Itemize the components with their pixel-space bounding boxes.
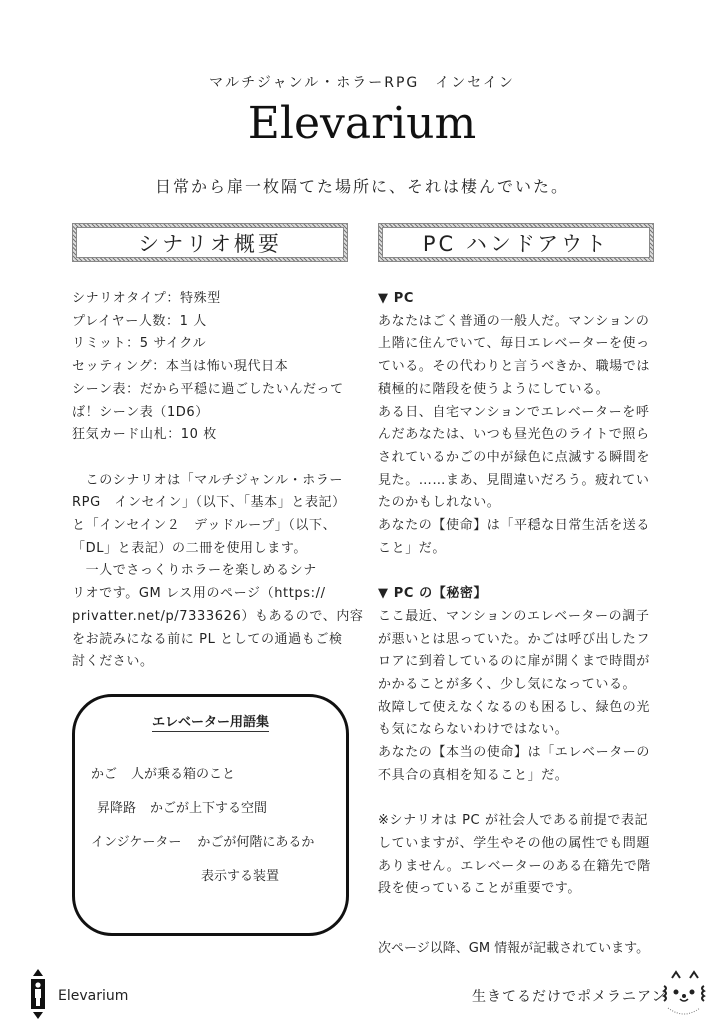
glossary-box bbox=[72, 694, 349, 936]
info-line: シーン表：だから平穏に過ごしたいんだって bbox=[72, 381, 344, 397]
footer-title: Elevarium bbox=[58, 988, 129, 1004]
description bbox=[72, 470, 364, 674]
glossary-desc: かごが上下する空間 bbox=[150, 801, 268, 816]
glossary-desc: 表示する装置 bbox=[201, 869, 280, 884]
pc-line: んだあなたは、いつも昼光色のライトで照ら bbox=[378, 427, 650, 443]
info-line: リミット：5 サイクル bbox=[72, 336, 207, 352]
footnote: 次ページ以降、GM 情報が記載されています。 bbox=[378, 941, 650, 956]
info-list bbox=[72, 288, 364, 447]
info-line: シナリオタイプ：特殊型 bbox=[72, 291, 221, 306]
glossary-term: インジケーター bbox=[91, 835, 182, 850]
info-line: ば！シーン表（1D6） bbox=[72, 404, 209, 420]
tagline: 日常から扉一枚隔てた場所に、それは棲んでいた。 bbox=[154, 177, 569, 196]
desc-line: をお読みになる前に PL としての通過もご検 bbox=[72, 631, 343, 647]
info-line: プレイヤー人数：1 人 bbox=[72, 313, 207, 329]
secret-line: 故障して使えなくなるのも困るし、緑色の光 bbox=[378, 699, 651, 715]
secret-line: も気にならないわけではない。 bbox=[378, 722, 569, 738]
secret-line: が悪いとは思っていた。かごは呼び出したフ bbox=[378, 631, 651, 647]
desc-line: このシナリオは「マルチジャンル・ホラー bbox=[72, 472, 344, 488]
section-heading-pc-handout: PC ハンドアウト bbox=[379, 224, 653, 261]
page-title: Elevarium bbox=[247, 98, 477, 149]
pc-line: 積極的に階段を使うようにしている。 bbox=[378, 381, 610, 397]
desc-line: と「インセイン２ デッドループ」（以下、 bbox=[72, 518, 337, 534]
desc-line: RPG インセイン」（以下、「基本」と表記） bbox=[72, 495, 346, 511]
glossary-title: エレベーター用語集 bbox=[151, 715, 269, 730]
secret-heading: ▼ PC の【秘密】 bbox=[378, 586, 488, 602]
glossary-entry bbox=[91, 831, 314, 850]
desc-line: リオです。GM レス用のページ（https:// bbox=[72, 586, 326, 602]
info-line: セッティング：本当は怖い現代日本 bbox=[72, 359, 289, 375]
secret-line: 不具合の真相を知ること」だ。 bbox=[378, 767, 569, 783]
desc-line: privatter.net/p/7333626）もあるので、内容 bbox=[72, 608, 364, 624]
pomeranian-logo-icon bbox=[656, 968, 712, 1022]
pc-line: たのかもしれない。 bbox=[378, 495, 501, 511]
pc-handout bbox=[378, 288, 651, 901]
glossary-term: 昇降路 bbox=[97, 801, 137, 816]
secret-line: かかることが多く、少し気になっている。 bbox=[378, 676, 637, 692]
circle-name: 生きてるだけでポメラニアン bbox=[472, 989, 667, 1005]
desc-line: 一人でさっくりホラーを楽しめるシナ bbox=[72, 563, 317, 579]
desc-line: 討ください。 bbox=[72, 654, 154, 670]
secret-line: ここ最近、マンションのエレベーターの調子 bbox=[378, 608, 650, 624]
pc-line: 見た。……まあ、見間違いだろう。疲れてい bbox=[378, 472, 650, 488]
pc-line: ている。その代わりと言うべきか、職場では bbox=[378, 359, 651, 375]
glossary-desc: 人が乗る箱のこと bbox=[131, 767, 236, 782]
pc-line: ある日、自宅マンションでエレベーターを呼 bbox=[378, 404, 650, 420]
glossary-entry bbox=[91, 763, 235, 782]
elevator-logo-icon bbox=[28, 968, 48, 1020]
glossary-entry bbox=[201, 865, 279, 884]
secret-line: ロアに到着しているのに扉が開くまで時間が bbox=[378, 654, 651, 670]
desc-line: 「DL」と表記）の二冊を使用します。 bbox=[72, 540, 308, 556]
scenario-overview bbox=[72, 288, 364, 674]
pc-line: あなたの【使命】は「平穏な日常生活を送る bbox=[378, 518, 651, 534]
note-line: していますが、学生やその他の属性でも問題 bbox=[378, 835, 651, 851]
pc-heading: ▼ PC bbox=[378, 291, 414, 306]
note-line: 段を使っていることが重要です。 bbox=[378, 881, 581, 897]
note-line: ありません。エレベーターのある在籍先で階 bbox=[378, 858, 651, 874]
glossary-entry bbox=[97, 797, 267, 816]
pc-line: あなたはごく普通の一般人だ。マンションの bbox=[378, 313, 650, 329]
info-line: 狂気カード山札：10 枚 bbox=[72, 427, 217, 443]
glossary-term: かご bbox=[91, 767, 118, 782]
pc-line: されているかごの中が緑色に点滅する瞬間を bbox=[378, 449, 651, 465]
section-heading-scenario-overview: シナリオ概要 bbox=[73, 224, 347, 261]
note-line: ※シナリオは PC が社会人である前提で表記 bbox=[378, 813, 649, 829]
pc-line: 上階に住んでいて、毎日エレベーターを使っ bbox=[378, 336, 650, 352]
glossary-desc: かごが何階にあるか bbox=[197, 835, 315, 850]
secret-line: あなたの【本当の使命】は「エレベーターの bbox=[378, 745, 651, 761]
subtitle: マルチジャンル・ホラーRPG インセイン bbox=[209, 75, 515, 91]
pc-line: こと」だ。 bbox=[378, 540, 447, 556]
